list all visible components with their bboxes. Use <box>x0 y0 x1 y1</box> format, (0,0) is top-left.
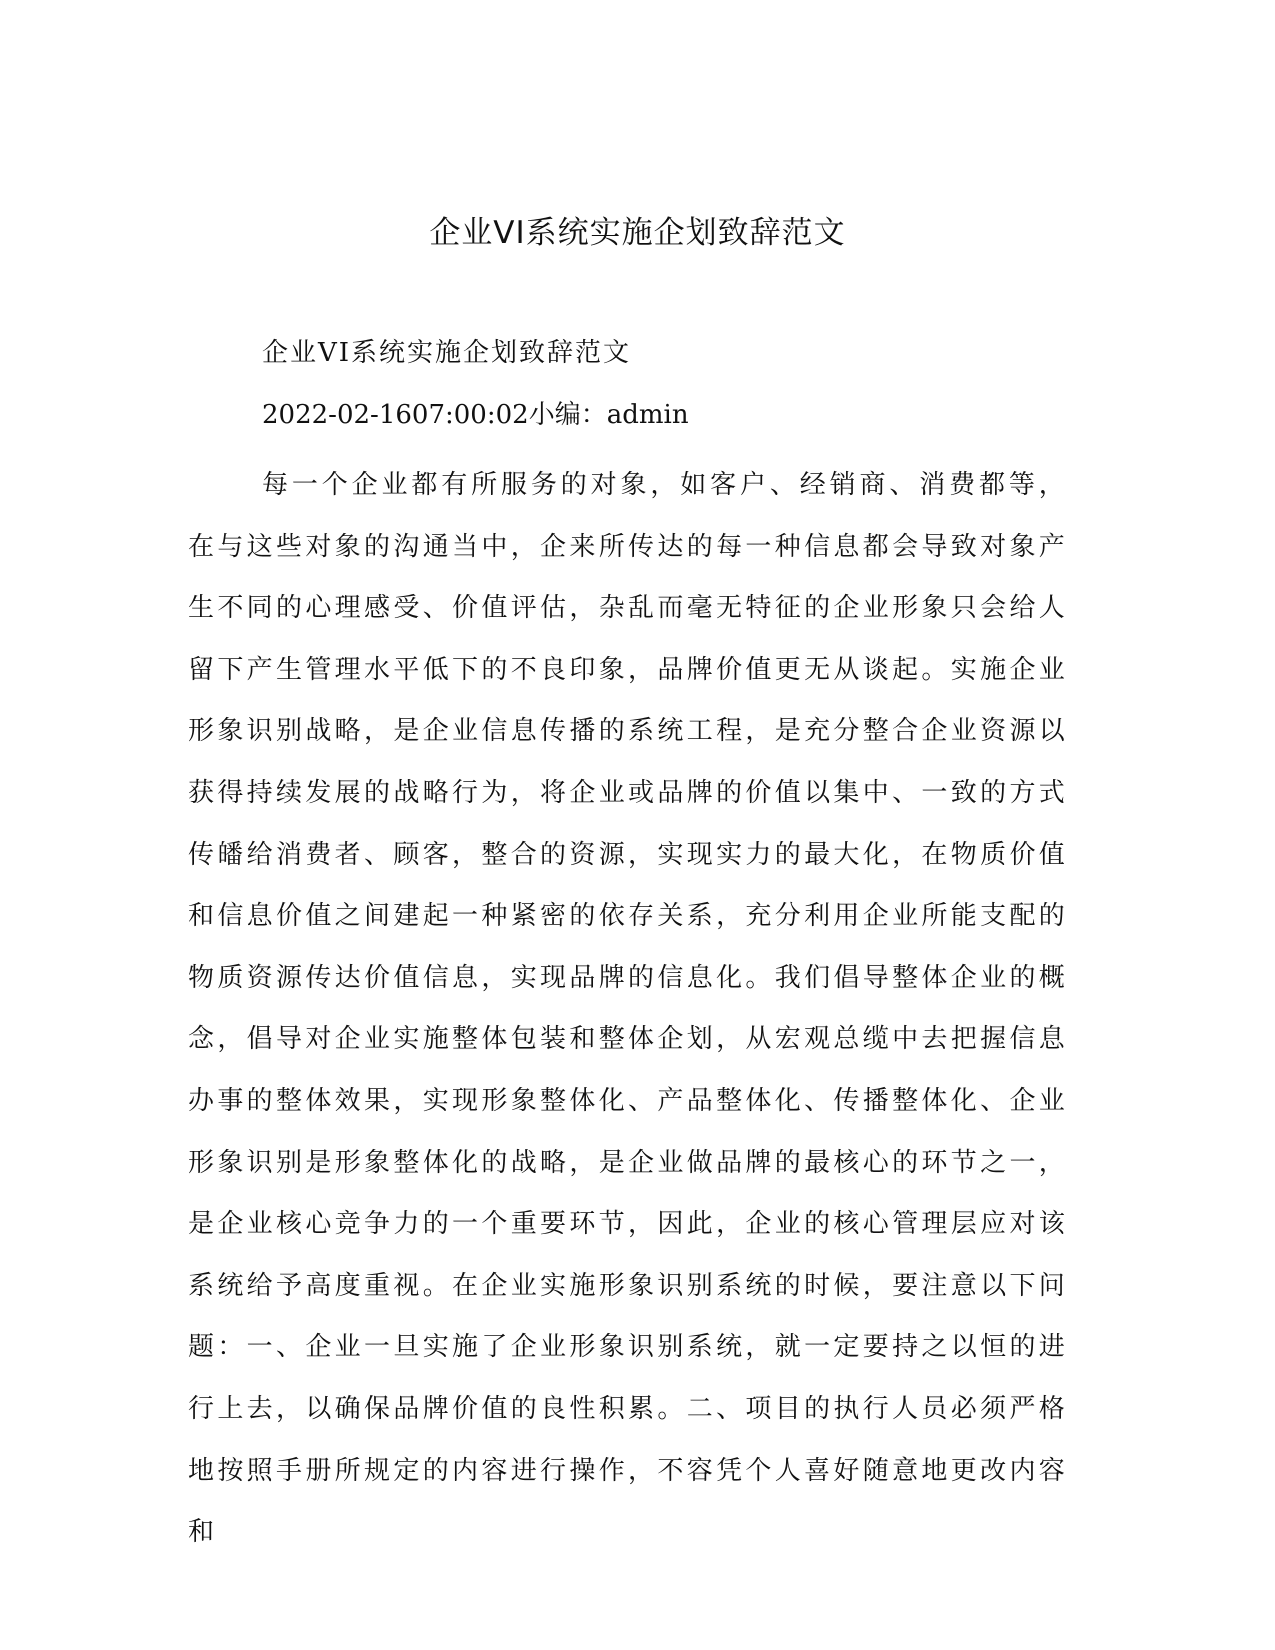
editor-name: admin <box>606 400 689 430</box>
editor-label: 小编： <box>528 400 607 430</box>
post-datetime: 2022-02-1607:00:02 <box>262 400 529 430</box>
body-paragraph: 每一个企业都有所服务的对象，如客户、经销商、消费都等，在与这些对象的沟通当中，企来所传达的每一种信息都会导致对象产生不同的心理感受、价值评估，杂乱而毫无特征的企业形象只会给人留下产生管理水平低下的不良印象，品牌价值更无从谈起。实施企业形象识别战略，是企业信息传播的系统工程，是充分整合企业资源以获得持续发展的战略行为，将企业或品牌的价值以集中、一致的方式传皤给消费者、顾客，整合的资源，实现实力的最大化，在物质价值和信息价值之间建起一种紧密的依存关系，充分利用企业所能支配的物质资源传达价值信息，实现品牌的信息化。我们倡导整体企业的概念，倡导对企业实施整体包装和整体企划，从宏观总缆中去把握信息办事的整体效果，实现形象整体化、产品整体化、传播整体化、企业形象识别是形象整体化的战略，是企业做品牌的最核心的环节之一，是企业核心竞争力的一个重要环节，因此，企业的核心管理层应对该系统给予高度重视。在企业实施形象识别系统的时候，要注意以下问题：一、企业一旦实施了企业形象识别系统，就一定要持之以恒的进行上去，以确保品牌价值的良性积累。二、项目的执行人员必须严格地按照手册所规定的内容进行操作，不容凭个人喜好随意地更改内容和 <box>188 470 1068 1548</box>
document-subtitle: 企业VI系统实施企划致辞范文 <box>262 338 632 368</box>
document-title: 企业VI系统实施企划致辞范文 <box>429 215 846 251</box>
post-meta <box>262 395 689 435</box>
